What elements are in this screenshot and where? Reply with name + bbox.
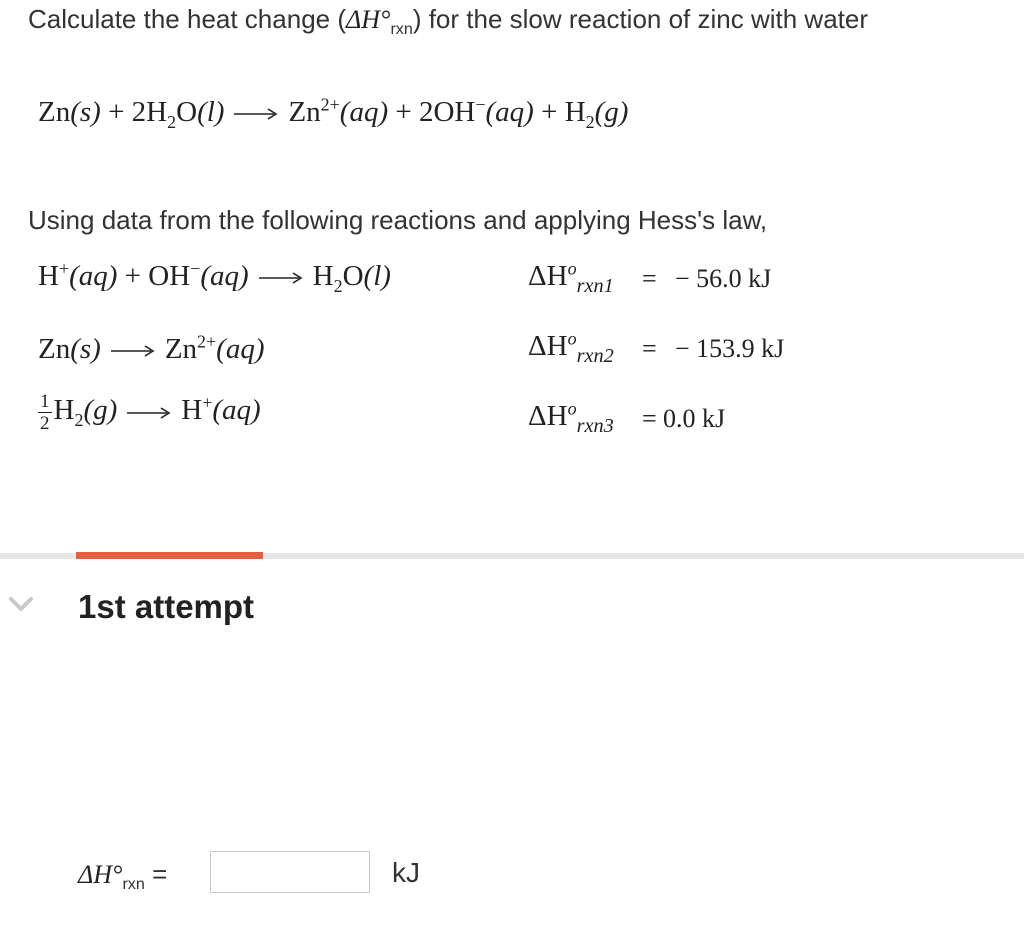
attempt-heading: 1st attempt <box>78 588 255 625</box>
reaction-2-value: − 153.9 kJ <box>675 334 785 363</box>
instruction-text: Using data from the following reactions and applying Hess's law, <box>28 205 768 235</box>
reaction-1-enthalpy-symbol: $\Delta H^o_{rxn1}$ <box>528 258 614 297</box>
reaction-3-enthalpy-symbol: $\Delta H^o_{rxn3}$ <box>528 398 614 437</box>
reaction-3-equals: = <box>642 404 657 433</box>
answer-input[interactable] <box>210 851 370 893</box>
reaction-arrow-icon <box>234 107 278 121</box>
attempt-progress-indicator <box>76 552 263 559</box>
reaction-arrow-icon <box>127 406 171 420</box>
reaction-2-enthalpy-symbol: $\Delta H^o_{rxn2}$ <box>528 328 614 367</box>
reaction-3-equation: $\frac{1}{2}$ $H_2(g)$ H+(aq) <box>40 391 261 434</box>
reaction-3-value: 0.0 kJ <box>663 404 726 433</box>
chevron-down-icon[interactable] <box>6 595 36 615</box>
reaction-1-equals: = <box>642 264 657 293</box>
main-reaction-equation: $Zn(s) + 2H_2O(l) Zn^{2+}(aq) + 2OH^-(aq) + H_2(g)$ <box>38 94 629 132</box>
reaction-2-equation: Zn(s) $Zn^{2+}(aq)$ <box>38 331 265 365</box>
answer-label: $\Delta H^\circ_{rxn}$ = <box>78 859 168 894</box>
reaction-arrow-icon <box>259 271 303 285</box>
reaction-2-equals: = <box>642 334 657 363</box>
question-text: Calculate the heat change $(\Delta H^\circ_{rxn})$ for the slow reaction of zinc with water <box>28 4 869 39</box>
reaction-1-equation: H+(aq) + OH−(aq) $H_2O(l)$ <box>38 258 391 296</box>
reaction-arrow-icon <box>111 344 155 358</box>
delta-h-symbol: ΔH° <box>346 5 391 34</box>
answer-unit: kJ <box>392 857 420 888</box>
one-half-fraction: $\frac{1}{2}$ <box>40 391 50 434</box>
reaction-1-value: − 56.0 kJ <box>675 264 772 293</box>
